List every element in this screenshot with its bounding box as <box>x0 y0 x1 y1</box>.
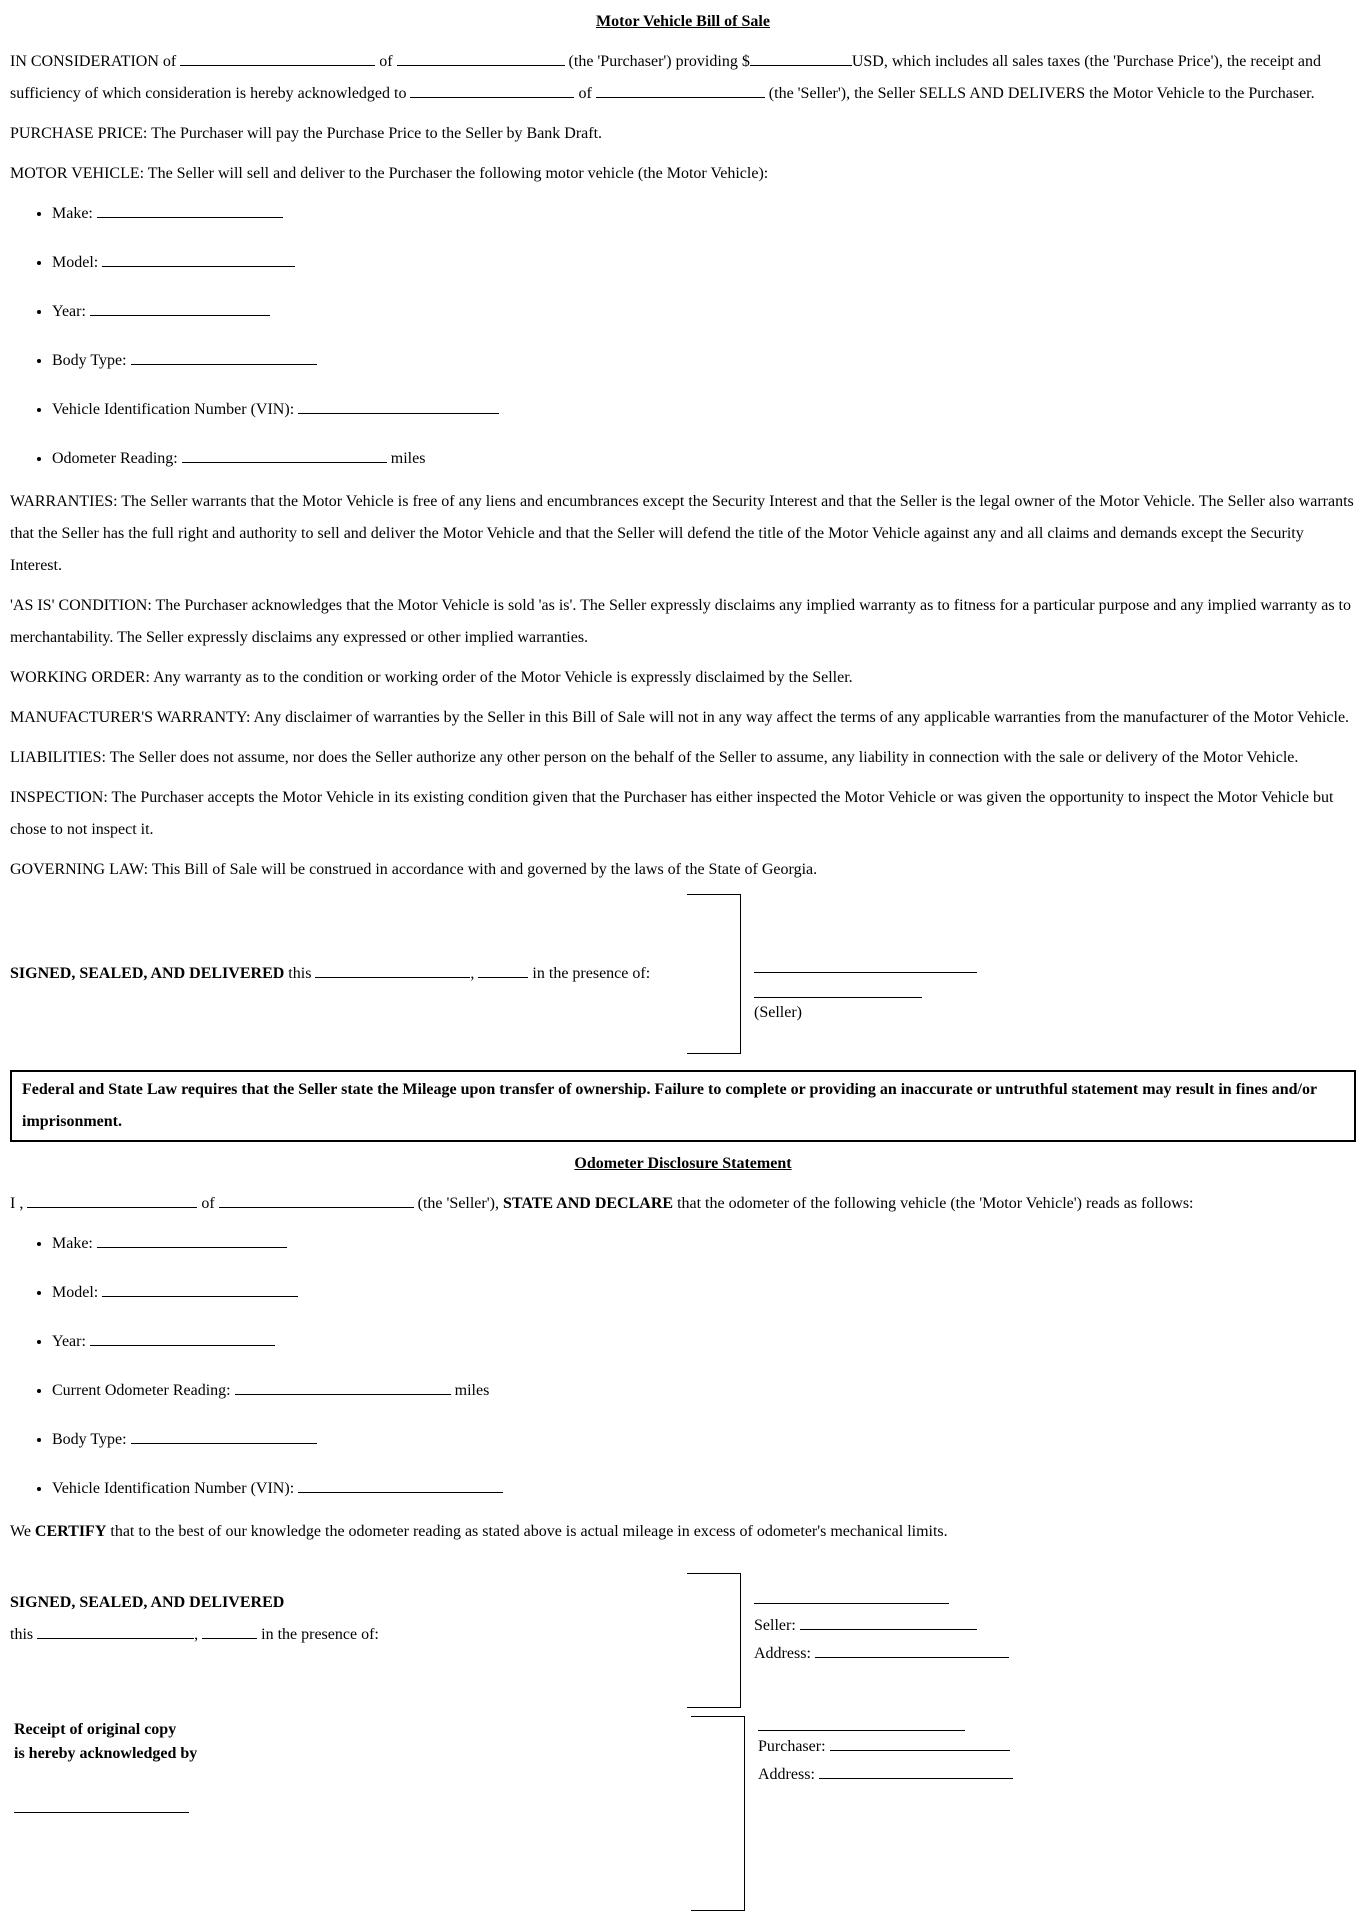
vehicle-field-item: • Current Odometer Reading: miles <box>52 1375 1356 1407</box>
blank-line <box>202 1623 257 1639</box>
labeled-blank-row: Seller: <box>754 1612 1094 1640</box>
seller-label: (Seller) <box>754 1004 802 1021</box>
vehicle-field-item: • Model: <box>52 247 1356 279</box>
blank-line <box>596 82 765 98</box>
vehicle-field-item: • Vehicle Identification Number (VIN): <box>52 394 1356 426</box>
motor-vehicle-paragraph: MOTOR VEHICLE: The Seller will sell and deliver to the Purchaser the following motor vehicle (the Motor Vehicle): <box>10 165 769 182</box>
certify-paragraph: We CERTIFY that to the best of our knowledge the odometer reading as stated above is actual mileage in excess of odometer's mechanical limits. <box>10 1523 948 1540</box>
blank-line <box>180 50 375 66</box>
blank-line <box>800 1614 977 1630</box>
bold-text: STATE AND DECLARE <box>502 1195 674 1212</box>
signed-sealed-delivered-block <box>10 1573 687 1651</box>
blank-line <box>182 447 387 463</box>
vehicle-field-item: • Make: <box>52 1228 1356 1260</box>
seller-signature-line <box>754 997 922 998</box>
seller-details-area <box>754 1573 1094 1668</box>
labeled-blank-row: Purchaser: <box>758 1733 1098 1761</box>
manufacturers-warranty-paragraph: MANUFACTURER'S WARRANTY: Any disclaimer of warranties by the Seller in this Bill of Sale will not in any way affect the terms of any applicable warranties from the manufacturer of the Motor Vehicle. <box>10 709 1350 726</box>
blank-line <box>90 300 270 316</box>
vehicle-field-item: • Body Type: <box>52 1424 1356 1456</box>
blank-line <box>410 82 574 98</box>
blank-line <box>27 1192 197 1208</box>
purchaser-details-area <box>758 1716 1098 1789</box>
blank-line <box>97 202 283 218</box>
blank-line <box>819 1763 1013 1779</box>
signed-sealed-delivered-heading: SIGNED, SEALED, AND DELIVERED <box>10 1594 285 1611</box>
blank-line <box>750 50 852 66</box>
blank-line <box>298 1477 503 1493</box>
vehicle-fields-list <box>10 198 1356 475</box>
blank-line <box>219 1192 414 1208</box>
labeled-blank-row: Address: <box>758 1761 1098 1789</box>
odometer-fields-list <box>10 1228 1356 1505</box>
witness-signature-line <box>754 1603 949 1604</box>
seller-details-rows <box>754 1612 1094 1668</box>
liabilities-paragraph: LIABILITIES: The Seller does not assume, nor does the Seller authorize any other person on the behalf of the Seller to assume, any liability in connection with the sale or delivery of the Motor Vehicle. <box>10 749 1299 766</box>
signature-bracket <box>691 1716 745 1911</box>
seller-signature-section <box>10 894 1356 1054</box>
labeled-blank-row: Address: <box>754 1640 1094 1668</box>
warranties-paragraph: WARRANTIES: The Seller warrants that the Motor Vehicle is free of any liens and encumbrances except the Security Interest and that the Seller is the legal owner of the Motor Vehicle. The Seller also warrants that the Seller has the full right and authority to sell and deliver the Motor Vehicle and that the Seller will defend the title of the Motor Vehicle against any and all claims and demands except the Security Interest. <box>10 493 1354 574</box>
consideration-paragraph: IN CONSIDERATION of of (the 'Purchaser') providing $ USD, which includes all sales taxes (the 'Purchase Price'), the receipt and sufficiency of which consideration is hereby acknowledged to of (the 'Seller'), the Seller SELLS AND DELIVERS the Motor Vehicle to the Purchaser. <box>10 46 1356 110</box>
document-title: Motor Vehicle Bill of Sale <box>596 13 770 30</box>
vehicle-field-item: • Year: <box>52 296 1356 328</box>
bold-text: CERTIFY <box>34 1523 107 1540</box>
as-is-paragraph: 'AS IS' CONDITION: The Purchaser acknowledges that the Motor Vehicle is sold 'as is'. The Seller expressly disclaims any implied warranty as to fitness for a particular purpose and any implied warranty as to merchantability. The Seller expressly disclaims any expressed or other implied warranties. <box>10 597 1351 646</box>
blank-line <box>315 962 470 978</box>
blank-line <box>102 1281 298 1297</box>
odometer-signature-section <box>10 1573 1356 1708</box>
seller-signature-area <box>754 894 1094 1054</box>
signature-bracket <box>687 894 741 1054</box>
signature-bracket <box>687 1573 741 1708</box>
receipt-acknowledgement-section <box>10 1716 1356 1911</box>
blank-line <box>131 1428 317 1444</box>
mileage-disclosure-notice: Federal and State Law requires that the Seller state the Mileage upon transfer of ownership. Failure to complete or providing an inaccurate or untruthful statement may result in fines and/or imprisonment. <box>10 1070 1356 1142</box>
odometer-disclosure-heading: Odometer Disclosure Statement <box>574 1155 792 1172</box>
bold-text: SIGNED, SEALED, AND DELIVERED <box>10 965 285 982</box>
signed-sealed-delivered-line: SIGNED, SEALED, AND DELIVERED this , in the presence of: <box>10 958 687 990</box>
inspection-paragraph: INSPECTION: The Purchaser accepts the Motor Vehicle in its existing condition given that the Purchaser has either inspected the Motor Vehicle or was given the opportunity to inspect the Motor Vehicle but chose to not inspect it. <box>10 789 1334 838</box>
blank-line <box>298 398 499 414</box>
witness-signature-line <box>754 972 977 973</box>
blank-line <box>815 1642 1009 1658</box>
vehicle-field-item: • Odometer Reading: miles <box>52 443 1356 475</box>
receipt-line-1: Receipt of original copy <box>14 1721 177 1738</box>
this-date-line: this , in the presence of: <box>10 1619 687 1651</box>
receipt-line-2: is hereby acknowledged by <box>14 1745 198 1762</box>
blank-line <box>37 1623 194 1639</box>
blank-line <box>478 962 528 978</box>
blank-line <box>97 1232 287 1248</box>
receipt-acknowledgement-block <box>10 1716 691 1813</box>
purchase-price-paragraph: PURCHASE PRICE: The Purchaser will pay the Purchase Price to the Seller by Bank Draft. <box>10 125 603 142</box>
working-order-paragraph: WORKING ORDER: Any warranty as to the condition or working order of the Motor Vehicle is expressly disclaimed by the Seller. <box>10 669 853 686</box>
blank-line <box>102 251 295 267</box>
blank-line <box>397 50 565 66</box>
blank-line <box>235 1379 451 1395</box>
blank-line <box>131 349 317 365</box>
purchaser-details-rows <box>758 1733 1098 1789</box>
vehicle-field-item: • Year: <box>52 1326 1356 1358</box>
blank-line <box>90 1330 275 1346</box>
blank-line <box>830 1735 1010 1751</box>
vehicle-field-item: • Make: <box>52 198 1356 230</box>
governing-law-paragraph: GOVERNING LAW: This Bill of Sale will be construed in accordance with and governed by the laws of the State of Georgia. <box>10 861 818 878</box>
vehicle-field-item: • Model: <box>52 1277 1356 1309</box>
acknowledgement-signature-line <box>14 1812 189 1813</box>
state-and-declare-paragraph: I , of (the 'Seller'), STATE AND DECLARE that the odometer of the following vehicle (the 'Motor Vehicle') reads as follows: <box>10 1188 1356 1220</box>
witness-signature-line <box>758 1730 965 1731</box>
vehicle-field-item: • Body Type: <box>52 345 1356 377</box>
vehicle-field-item: • Vehicle Identification Number (VIN): <box>52 1473 1356 1505</box>
